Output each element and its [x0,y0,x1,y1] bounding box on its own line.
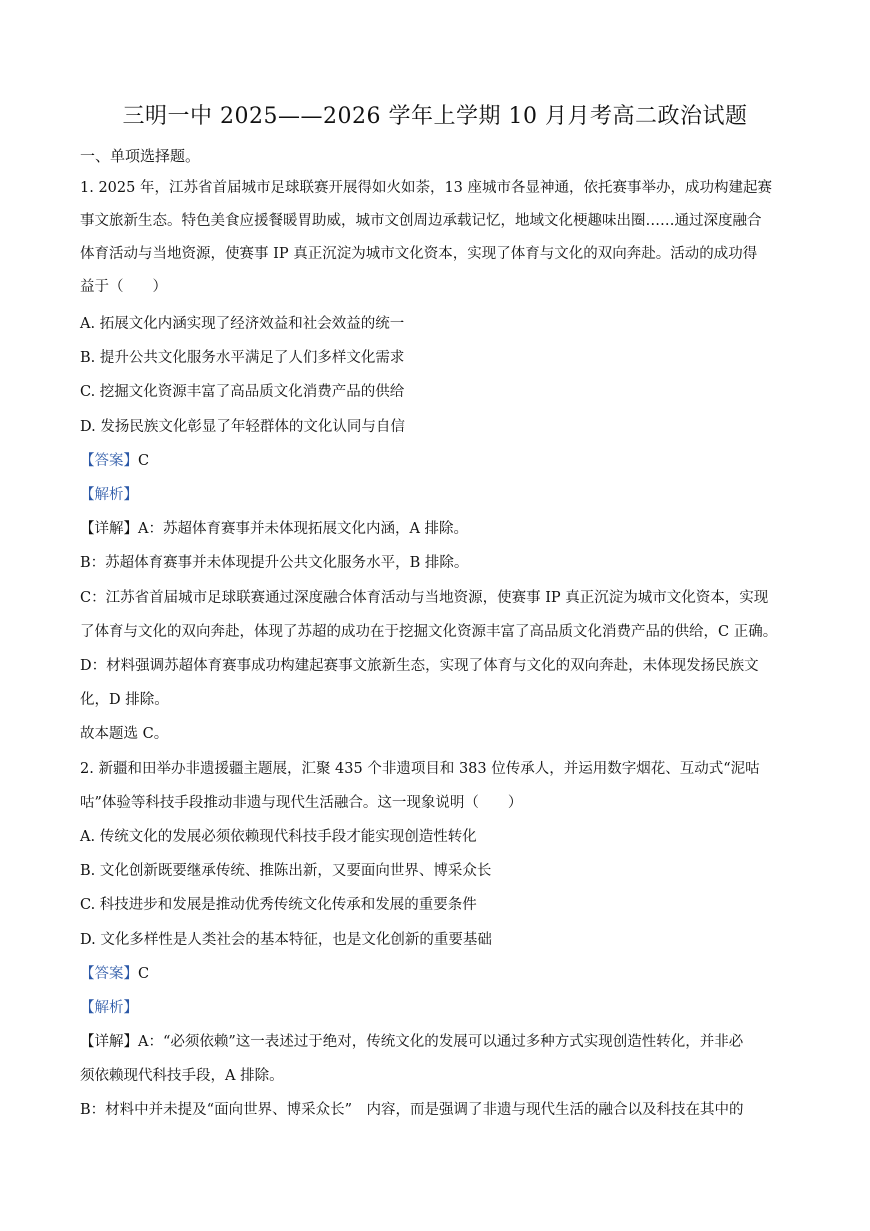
section-heading: 一、单项选择题。 [80,147,201,165]
q1-stem-line: 益于（ ） [80,279,167,295]
q2-detail-line: 须依赖现代科技手段，A 排除。 [80,1068,284,1084]
q1-option-a: A. 拓展文化内涵实现了经济效益和社会效益的统一 [80,316,405,332]
q2-option-d: D. 文化多样性是人类社会的基本特征，也是文化创新的重要基础 [80,932,492,948]
detail-tag: 【详解】 [80,1034,138,1050]
q2-option-c: C. 科技进步和发展是推动优秀传统文化传承和发展的重要条件 [80,897,477,913]
q1-detail-line: C：江苏省首届城市足球联赛通过深度融合体育活动与当地资源，使赛事 IP 真正沉淀为城市文化资本，实现 [80,590,769,606]
q1-option-b: B. 提升公共文化服务水平满足了人们多样文化需求 [80,350,405,366]
q2-analysis-line [80,998,800,1018]
q2-answer-value: C [138,966,150,982]
q1-stem-line: 事文旅新生态。特色美食应援餐暖胃助威，城市文创周边承载记忆，地域文化梗趣味出圈……通过深度融合 [80,213,762,229]
q2-option-a: A. 传统文化的发展必须依赖现代科技手段才能实现创造性转化 [80,829,477,845]
analysis-tag: 【解析】 [80,487,138,503]
q1-analysis-line [80,485,800,505]
q2-detail-line: B：材料中并未提及“面向世界、博采众长” 内容，而是强调了非遗与现代生活的融合以及科技在其中的 [80,1102,744,1118]
q1-answer-line [80,451,800,471]
q1-detail-line [80,519,800,539]
q2-detail-text: A：“必须依赖”这一表述过于绝对，传统文化的发展可以通过多种方式实现创造性转化，并非必 [138,1034,744,1050]
analysis-tag: 【解析】 [80,1000,138,1016]
q2-stem-line: 咕”体验等科技手段推动非遗与现代生活融合。这一现象说明（ ） [80,795,523,811]
q1-conclusion: 故本题选 C。 [80,726,169,742]
q2-answer-line [80,964,800,984]
q1-detail-line: B：苏超体育赛事并未体现提升公共文化服务水平，B 排除。 [80,555,469,571]
q2-stem-line: 2. 新疆和田举办非遗援疆主题展，汇聚 435 个非遗项目和 383 位传承人，并运用数字烟花、互动式“泥咕 [80,761,760,777]
q1-detail-text: A：苏超体育赛事并未体现拓展文化内涵，A 排除。 [138,521,469,537]
q1-option-d: D. 发扬民族文化彰显了年轻群体的文化认同与自信 [80,419,405,435]
q1-stem-line: 体育活动与当地资源，使赛事 IP 真正沉淀为城市文化资本，实现了体育与文化的双向奔赴。活动的成功得 [80,246,758,262]
answer-tag: 【答案】 [80,453,138,469]
q1-detail-line: D：材料强调苏超体育赛事成功构建起赛事文旅新生态，实现了体育与文化的双向奔赴，未体现发扬民族文 [80,658,759,674]
q1-detail-line: 了体育与文化的双向奔赴，体现了苏超的成功在于挖掘文化资源丰富了高品质文化消费产品的供给，C 正确。 [80,624,778,640]
q2-option-b: B. 文化创新既要继承传统、推陈出新，又要面向世界、博采众长 [80,863,492,879]
q1-stem-line: 1. 2025 年，江苏省首届城市足球联赛开展得如火如荼，13 座城市各显神通，依托赛事举办，成功构建起赛 [80,180,773,196]
q1-option-c: C. 挖掘文化资源丰富了高品质文化消费产品的供给 [80,384,405,400]
q2-detail-line [80,1032,800,1052]
detail-tag: 【详解】 [80,521,138,537]
q1-detail-line: 化，D 排除。 [80,692,169,708]
exam-title: 三明一中 2025——2026 学年上学期 10 月月考高二政治试题 [122,104,748,129]
q1-answer-value: C [138,453,150,469]
answer-tag: 【答案】 [80,966,138,982]
